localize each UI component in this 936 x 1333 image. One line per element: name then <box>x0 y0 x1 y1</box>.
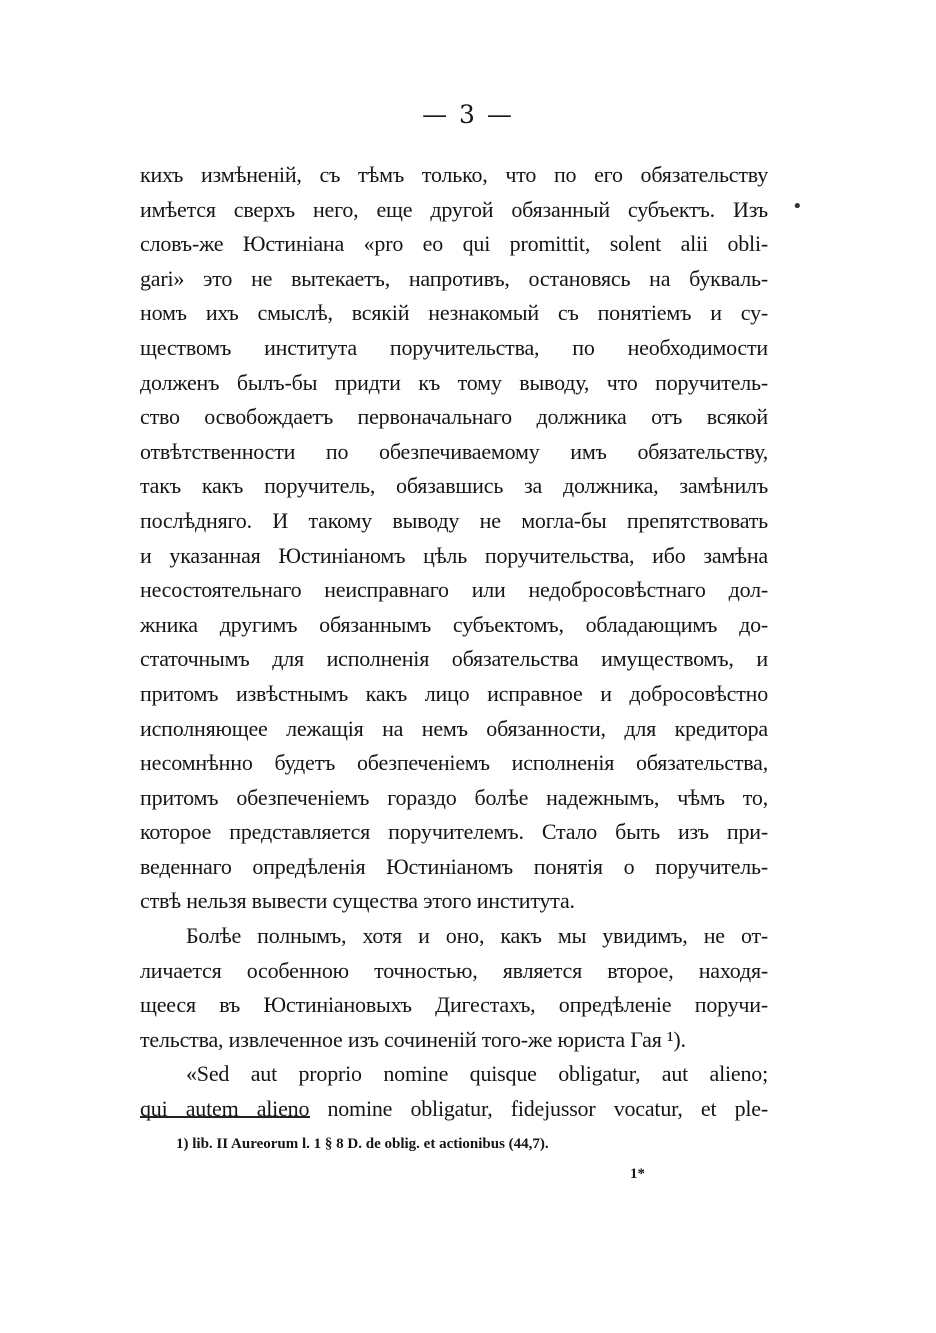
text-line: ствѣ нельзя вывести существа этого института. <box>140 888 575 914</box>
text-line: кихъ измѣненій, съ тѣмъ только, что по его обязательству <box>140 162 768 187</box>
text-line: послѣдняго. И такому выводу не могла-бы препятствовать <box>140 507 768 533</box>
text-line: притомъ извѣстнымъ какъ лицо исправное и добросовѣстно <box>140 680 768 706</box>
text-line: отвѣтственности по обезпечиваемому имъ обязательству, <box>140 438 768 464</box>
text-line: такъ какъ поручитель, обязавшись за должника, замѣнилъ <box>140 473 768 499</box>
signature-mark: 1* <box>630 1166 645 1182</box>
text-line: исполняющее лежащія на немъ обязанности, для кредитора <box>140 715 768 741</box>
stray-mark: • <box>792 196 803 217</box>
text-line: веденнаго опредѣленія Юстиніаномъ понятія о поручитель- <box>140 853 768 879</box>
text-line: Болѣе полнымъ, хотя и оно, какъ мы увидимъ, не от- <box>186 923 768 949</box>
text-line: номъ ихъ смыслѣ, всякій незнакомый съ понятіемъ и су- <box>140 300 768 326</box>
footnote-divider <box>140 1116 310 1118</box>
text-line: притомъ обезпеченіемъ гораздо болѣе надежнымъ, чѣмъ то, <box>140 784 768 810</box>
text-line: «Sed aut proprio nomine quisque obligatur, aut alieno; <box>186 1061 768 1087</box>
text-line: имѣется сверхъ него, еще другой обязанный субъектъ. Изъ <box>140 196 768 222</box>
text-line: долженъ былъ-бы придти къ тому выводу, что поручитель- <box>140 369 768 395</box>
text-line: тельства, извлеченное изъ сочиненій того-же юриста Гая ¹). <box>140 1026 686 1052</box>
text-line: которое представляется поручителемъ. Стало быть изъ при- <box>140 819 768 845</box>
text-line: щееся въ Юстиніановыхъ Дигестахъ, опредѣленіе поручи- <box>140 992 768 1018</box>
text-line: словъ-же Юстиніана «pro eo qui promittit, solent alii obli- <box>140 231 768 257</box>
page-number: — 3 — <box>422 100 514 129</box>
text-line: несомнѣнно будетъ обезпеченіемъ исполненія обязательства, <box>140 750 768 776</box>
body-text <box>140 158 768 1127</box>
text-line: ство освобождаетъ первоначальнаго должника отъ всякой <box>140 404 768 430</box>
text-line: gari» это не вытекаетъ, напротивъ, остановясь на букваль- <box>140 265 768 291</box>
text-line: qui autem alieno nomine obligatur, fidejussor vocatur, et ple- <box>140 1096 768 1122</box>
text-line: несостоятельнаго неисправнаго или недобросовѣстнаго дол- <box>140 577 768 603</box>
text-line: жника другимъ обязаннымъ субъектомъ, обладающимъ до- <box>140 611 768 637</box>
footnote: 1) lib. II Aureorum l. 1 § 8 D. de oblig. et actionibus (44,7). <box>176 1136 549 1152</box>
text-line: личается особенною точностью, является второе, находя- <box>140 957 768 983</box>
text-line: и указанная Юстиніаномъ цѣль поручительства, ибо замѣна <box>140 542 768 568</box>
text-line: ществомъ института поручительства, по необходимости <box>140 334 768 360</box>
text-line: статочнымъ для исполненія обязательства имуществомъ, и <box>140 646 768 672</box>
